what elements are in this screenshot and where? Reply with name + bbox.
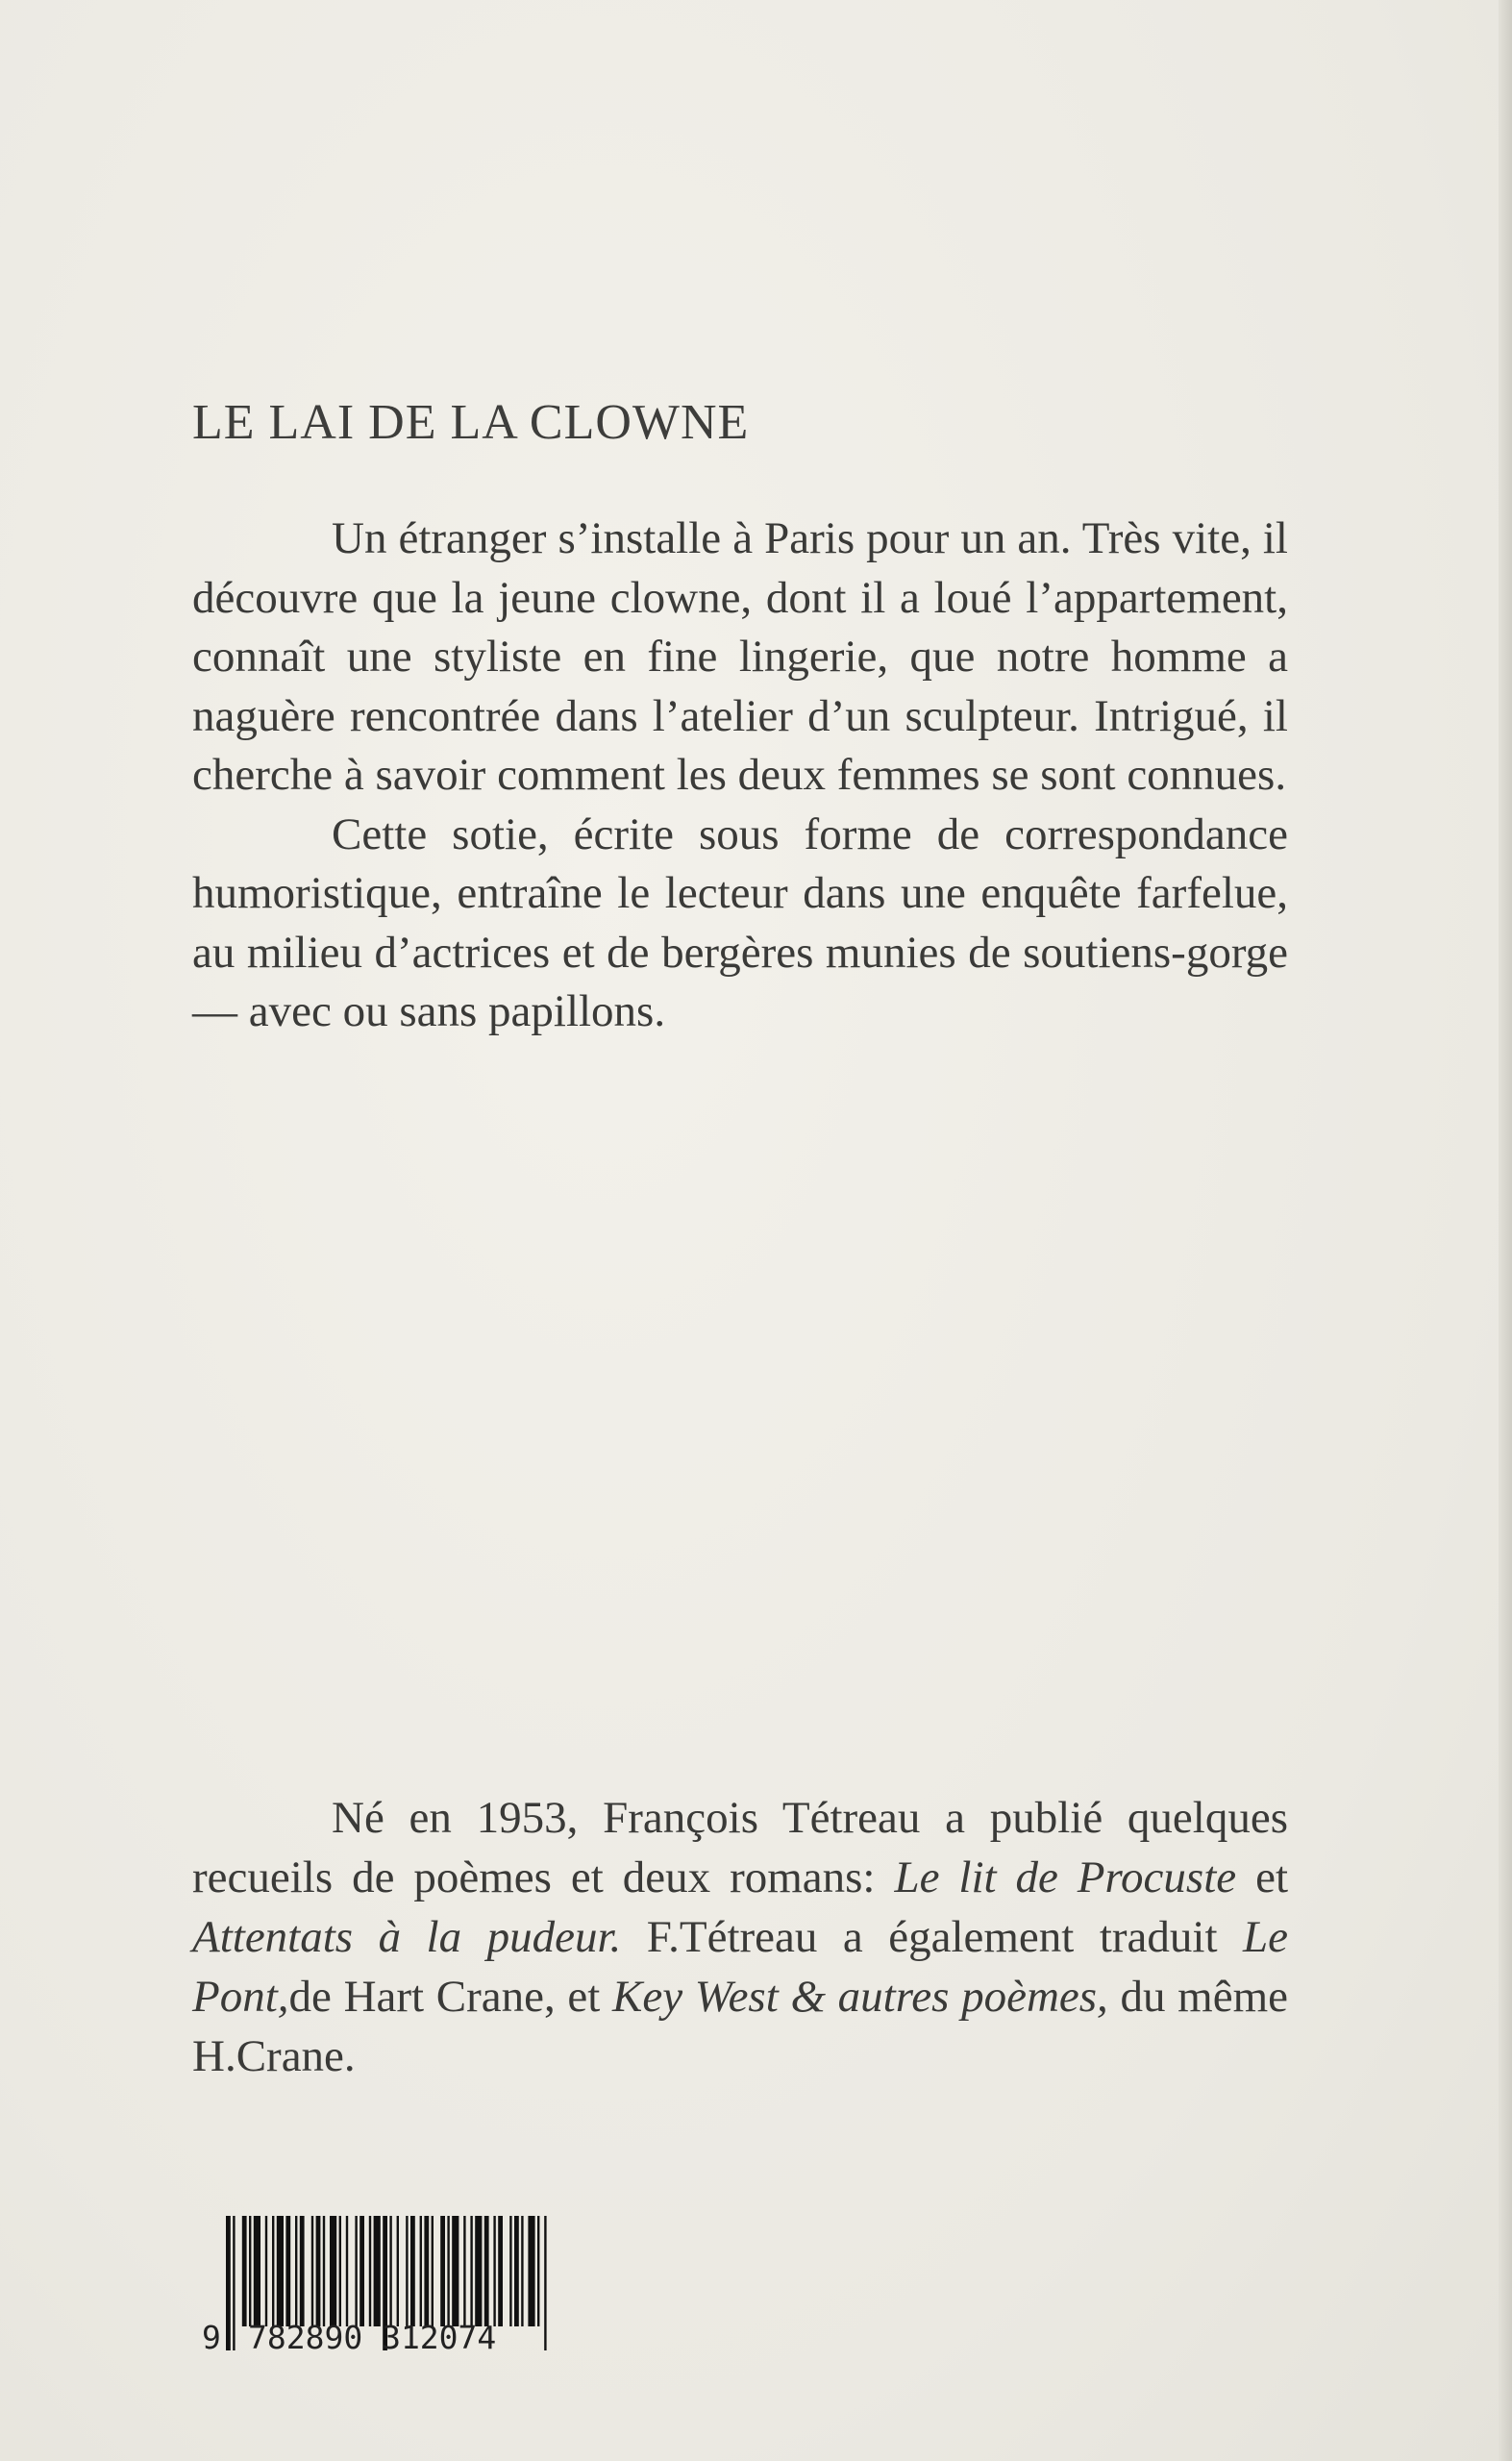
bio-text-4: de Hart Crane, et bbox=[288, 1972, 612, 2022]
bio-paragraph bbox=[192, 1788, 1288, 2086]
bio-title-attentats: Attentats à la pudeur. bbox=[192, 1912, 622, 1962]
isbn-digits bbox=[202, 2319, 586, 2356]
bio-text-3: F.Tétreau a également traduit bbox=[621, 1912, 1244, 1962]
book-title: LE LAI DE LA CLOWNE bbox=[192, 395, 750, 450]
isbn-first-digit: 9 bbox=[202, 2319, 221, 2356]
book-blurb bbox=[192, 510, 1288, 1042]
bio-title-key-west: Key West & autres poèmes, bbox=[611, 1972, 1108, 2022]
author-bio bbox=[192, 1788, 1288, 2086]
cover-edge bbox=[1499, 0, 1512, 2461]
blurb-paragraph-2: Cette sotie, écrite sous forme de correspondance humoristique, entraîne le lecteur dans une enquête farfelue, au milieu d’actrices et de bergères munies de soutiens-gorge — avec ou sans papillons. bbox=[192, 808, 1288, 1036]
bio-text-5: du même H.Crane. bbox=[192, 1972, 1288, 2081]
bio-text-1: Né en 1953, François Tétreau a publié quelques recueils de poèmes et deux romans: bbox=[192, 1793, 1288, 1902]
blurb-paragraph-1: Un étranger s’installe à Paris pour un an. Très vite, il découvre que la jeune clowne, dont il a loué l’appartement, connaît une styliste en fine lingerie, que notre homme a naguère rencontrée dans l’atelier d’un sculpteur. Intrigué, il cherche à savoir comment les deux femmes se sont connues. bbox=[192, 513, 1288, 800]
isbn-rest-digits: 782890 312074 bbox=[248, 2319, 497, 2356]
bio-text-2: et bbox=[1236, 1852, 1289, 1902]
bio-title-lit-de-procuste: Le lit de Procuste bbox=[894, 1852, 1237, 1902]
bio-title-le-pont: Le Pont, bbox=[192, 1912, 1289, 2022]
